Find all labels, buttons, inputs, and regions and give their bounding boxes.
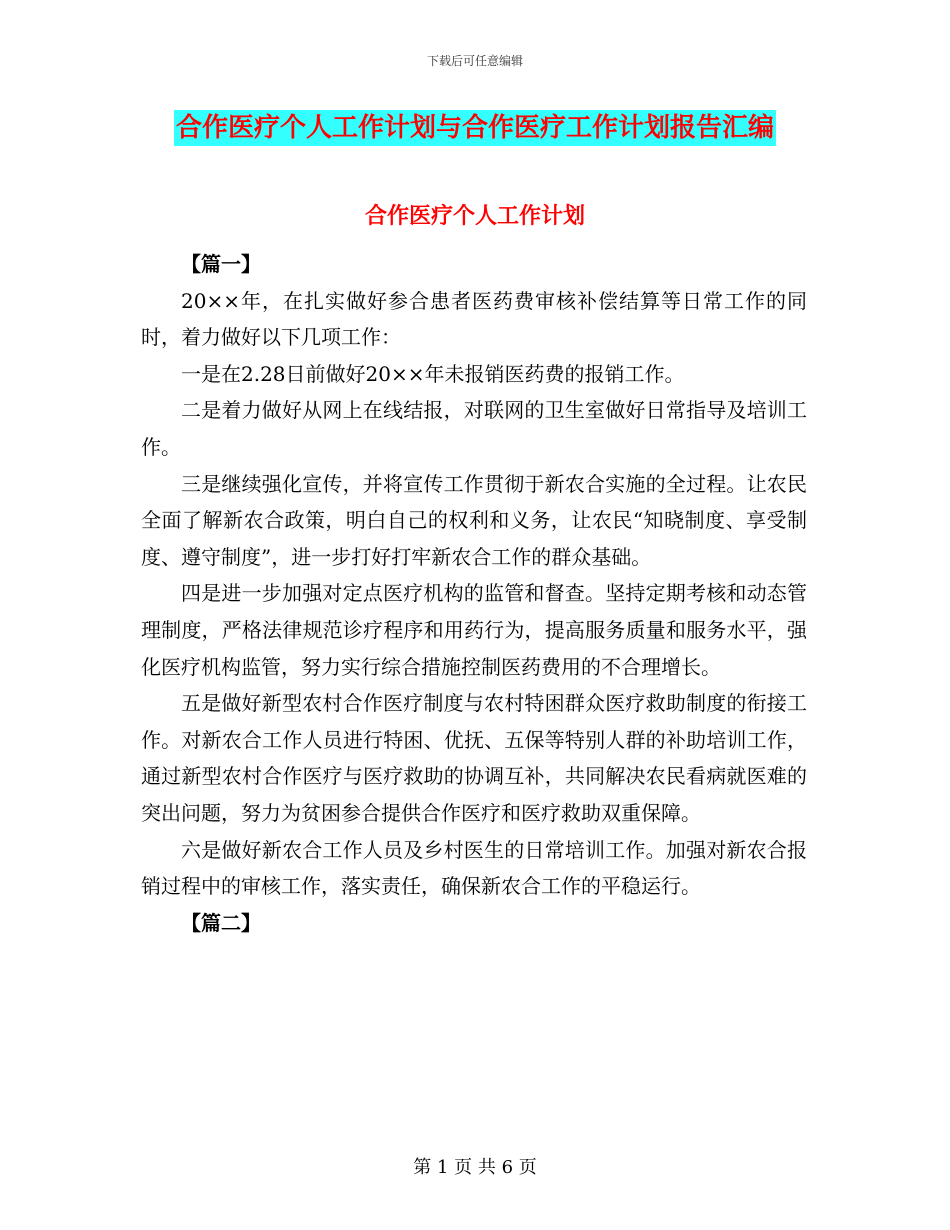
body-paragraph: 二是着力做好从网上在线结报，对联网的卫生室做好日常指导及培训工作。 — [141, 398, 807, 459]
document-body — [141, 246, 807, 941]
body-paragraph: 20××年，在扎实做好参合患者医药费审核补偿结算等日常工作的同时，着力做好以下几项工作： — [141, 288, 807, 350]
document-title-container — [0, 110, 950, 146]
section-title: 合作医疗个人工作计划 — [364, 204, 585, 229]
body-paragraph: 六是做好新农合工作人员及乡村医生的日常培训工作。加强对新农合报销过程中的审核工作，落实责任，确保新农合工作的平稳运行。 — [141, 837, 807, 899]
body-paragraph: 五是做好新型农村合作医疗制度与农村特困群众医疗救助制度的衔接工作。对新农合工作人员进行特困、优抚、五保等特别人群的补助培训工作，通过新型农村合作医疗与医疗救助的协调互补，共同解决农民看病就医难的突出问题，努力为贫困参合提供合作医疗和医疗救助双重保障。 — [141, 691, 807, 825]
page-number-footer: 第 1 页 共 6 页 — [413, 1157, 537, 1178]
part-one-label: 【篇一】 — [181, 252, 261, 276]
page-header-note: 下载后可任意编辑 — [426, 54, 523, 68]
body-paragraph: 四是进一步加强对定点医疗机构的监管和督查。坚持定期考核和动态管理制度，严格法律规范诊疗程序和用药行为，提高服务质量和服务水平，强化医疗机构监管，努力实行综合措施控制医药费用的不合理增长。 — [141, 581, 807, 679]
body-paragraph: 三是继续强化宣传，并将宣传工作贯彻于新农合实施的全过程。让农民全面了解新农合政策，明白自己的权利和义务，让农民“知晓制度、享受制度、遵守制度”，进一步打好打牢新农合工作的群众基础。 — [141, 471, 807, 569]
body-paragraph: 一是在2.28日前做好20××年未报销医药费的报销工作。 — [181, 361, 685, 386]
part-two-label: 【篇二】 — [181, 910, 261, 935]
document-title: 合作医疗个人工作计划与合作医疗工作计划报告汇编 — [174, 110, 776, 146]
